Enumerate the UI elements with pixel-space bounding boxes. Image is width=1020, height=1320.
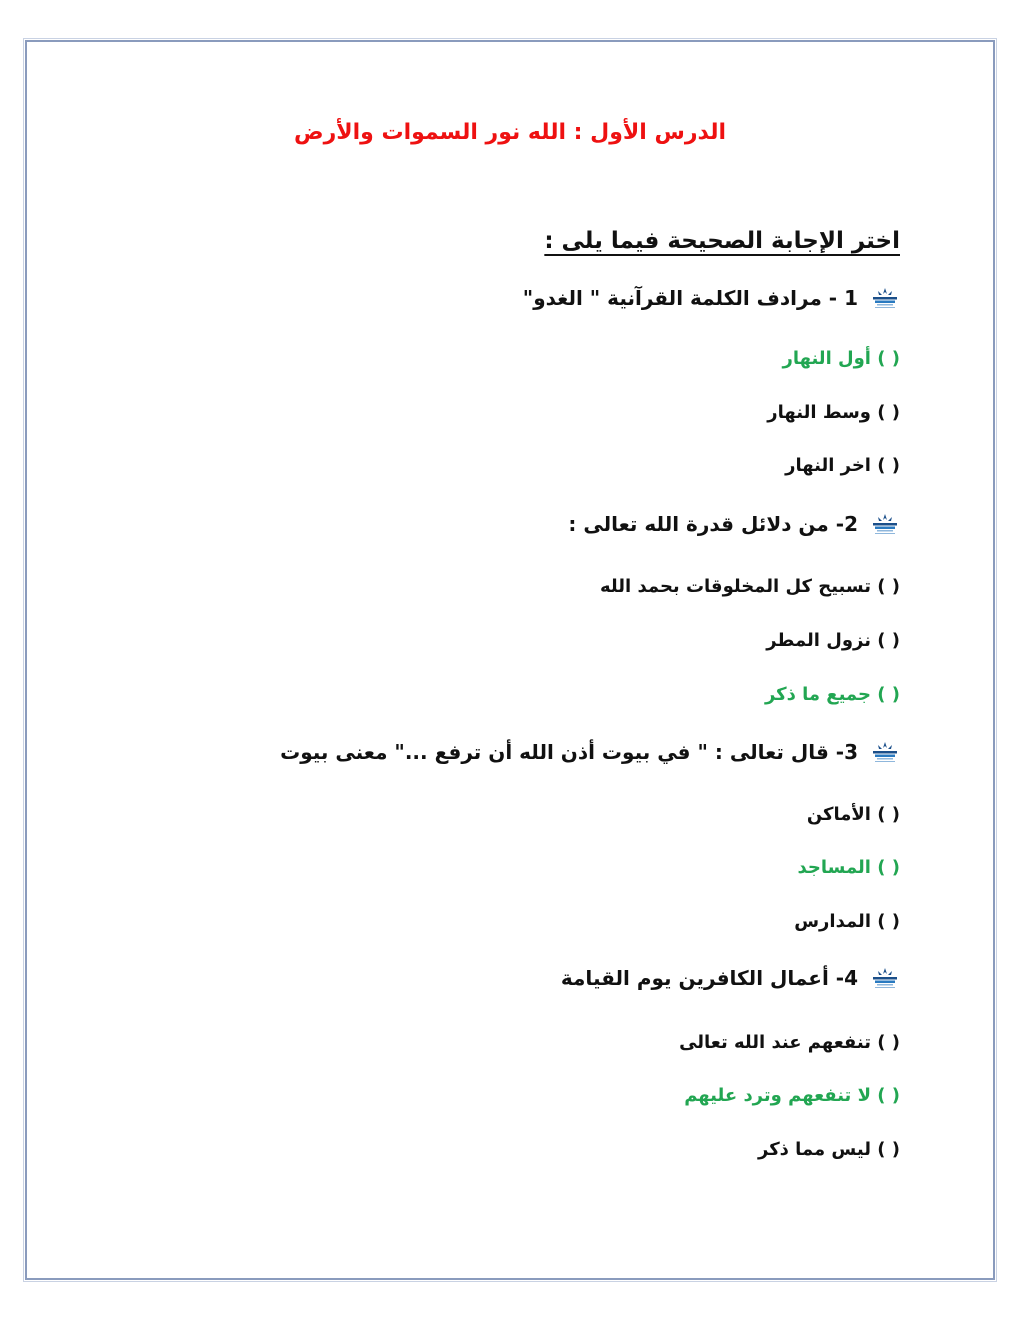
- answer-bracket[interactable]: ( ): [877, 1085, 900, 1106]
- option-label: جميع ما ذكر: [764, 684, 871, 705]
- answer-bracket[interactable]: ( ): [877, 348, 900, 369]
- answer-bracket[interactable]: ( ): [877, 1139, 900, 1160]
- q4-option-3[interactable]: [758, 1139, 900, 1160]
- question-3-text: 3- قال تعالى : " في بيوت أذن الله أن ترفع ..." معنى بيوت: [280, 740, 858, 764]
- q2-option-2[interactable]: [766, 630, 900, 651]
- answer-bracket[interactable]: ( ): [877, 684, 900, 705]
- option-label: تنفعهم عند الله تعالى: [679, 1032, 871, 1053]
- option-label: المساجد: [797, 857, 871, 878]
- instruction-heading: اختر الإجابة الصحيحة فيما يلى :: [544, 228, 900, 254]
- option-label: أول النهار: [782, 348, 871, 369]
- option-label: المدارس: [794, 911, 871, 932]
- answer-bracket[interactable]: ( ): [877, 402, 900, 423]
- school-logo-icon: [870, 512, 900, 536]
- q4-option-1[interactable]: [679, 1032, 900, 1053]
- q1-option-3[interactable]: [785, 455, 900, 476]
- answer-bracket[interactable]: ( ): [877, 455, 900, 476]
- answer-bracket[interactable]: ( ): [877, 576, 900, 597]
- answer-bracket[interactable]: ( ): [877, 911, 900, 932]
- school-logo-icon: [870, 286, 900, 310]
- school-logo-icon: [870, 740, 900, 764]
- answer-bracket[interactable]: ( ): [877, 857, 900, 878]
- question-2: [568, 512, 900, 536]
- question-1-text: 1 - مرادف الكلمة القرآنية " الغدو": [522, 286, 858, 310]
- option-label: ليس مما ذكر: [758, 1139, 871, 1160]
- question-2-text: 2- من دلائل قدرة الله تعالى :: [568, 512, 858, 536]
- q3-option-1[interactable]: [807, 804, 900, 825]
- question-3: [280, 740, 900, 764]
- q2-option-3[interactable]: [765, 684, 900, 705]
- q3-option-2[interactable]: [798, 857, 900, 878]
- option-label: اخر النهار: [785, 455, 871, 476]
- question-1: [523, 286, 900, 310]
- q4-option-2[interactable]: [684, 1085, 900, 1106]
- answer-bracket[interactable]: ( ): [877, 804, 900, 825]
- q1-option-1[interactable]: [782, 348, 900, 369]
- question-4: [561, 966, 900, 990]
- option-label: نزول المطر: [766, 630, 871, 651]
- q2-option-1[interactable]: [600, 576, 900, 597]
- option-label: تسبيح كل المخلوقات بحمد الله: [600, 576, 871, 597]
- option-label: وسط النهار: [767, 402, 871, 423]
- option-label: الأماكن: [806, 804, 871, 825]
- answer-bracket[interactable]: ( ): [877, 1032, 900, 1053]
- option-label: لا تنفعهم وترد عليهم: [684, 1085, 871, 1106]
- lesson-title: الدرس الأول : الله نور السموات والأرض: [293, 120, 727, 145]
- answer-bracket[interactable]: ( ): [877, 630, 900, 651]
- school-logo-icon: [870, 966, 900, 990]
- question-4-text: 4- أعمال الكافرين يوم القيامة: [560, 966, 858, 990]
- q1-option-2[interactable]: [767, 402, 900, 423]
- q3-option-3[interactable]: [794, 911, 900, 932]
